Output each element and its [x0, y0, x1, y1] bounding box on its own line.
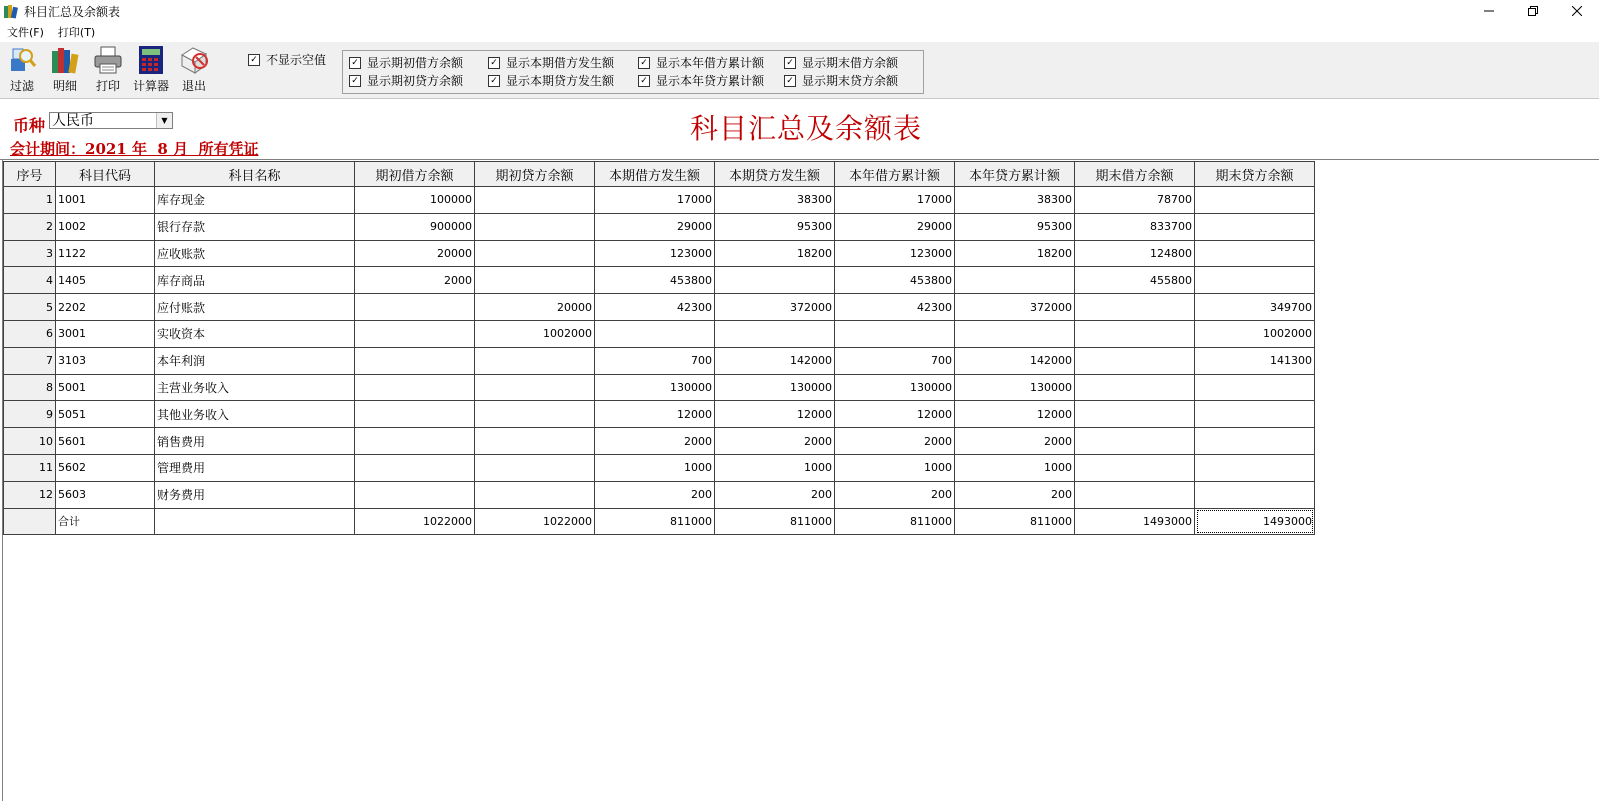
table-cell[interactable]: [475, 401, 595, 428]
table-cell[interactable]: 811000: [955, 508, 1075, 535]
table-cell[interactable]: 5001: [56, 374, 155, 401]
balance-table: [3, 161, 1315, 535]
table-cell[interactable]: 销售费用: [155, 428, 355, 455]
checkmark-icon: ✓: [784, 75, 796, 87]
table-cell[interactable]: 9: [4, 401, 56, 428]
table-cell[interactable]: 本年利润: [155, 347, 355, 374]
table-row[interactable]: [4, 401, 1315, 428]
column-header[interactable]: 本期借方发生额: [595, 162, 715, 187]
table-cell[interactable]: 2000: [715, 428, 835, 455]
opt-label: 显示期末贷方余额: [802, 74, 899, 88]
table-cell[interactable]: 12000: [955, 401, 1075, 428]
table-cell[interactable]: [155, 508, 355, 535]
opt-label: 显示本年借方累计额: [656, 56, 765, 70]
table-cell[interactable]: [1195, 481, 1315, 508]
table-cell[interactable]: 7: [4, 347, 56, 374]
table-cell[interactable]: 18200: [955, 240, 1075, 267]
table-cell[interactable]: [955, 267, 1075, 294]
table-row[interactable]: [4, 294, 1315, 321]
table-cell[interactable]: 10: [4, 428, 56, 455]
accounting-period: 会计期间：2021 年 8 月 所有凭证: [10, 140, 259, 158]
table-cell[interactable]: 17000: [835, 187, 955, 214]
opt-opening-credit[interactable]: [349, 72, 463, 89]
filter-button[interactable]: [0, 45, 44, 94]
minimize-icon: [1484, 6, 1494, 16]
opt-label: 显示期初贷方余额: [367, 74, 464, 88]
table-cell[interactable]: 5603: [56, 481, 155, 508]
table-cell[interactable]: [1075, 481, 1195, 508]
table-cell[interactable]: 11: [4, 454, 56, 481]
table-cell[interactable]: 453800: [835, 267, 955, 294]
table-cell[interactable]: [475, 213, 595, 240]
table-cell[interactable]: 1002000: [475, 320, 595, 347]
table-cell[interactable]: [835, 320, 955, 347]
dropdown-arrow-icon[interactable]: ▼: [156, 113, 172, 128]
column-header[interactable]: 期初借方余额: [355, 162, 475, 187]
table-cell[interactable]: 38300: [715, 187, 835, 214]
checkmark-icon: ✓: [784, 57, 796, 69]
table-cell[interactable]: 2: [4, 213, 56, 240]
table-cell[interactable]: 1122: [56, 240, 155, 267]
table-cell[interactable]: 1001: [56, 187, 155, 214]
calculator-label: 计算器: [132, 79, 169, 93]
table-cell[interactable]: [355, 294, 475, 321]
table-cell[interactable]: 349700: [1195, 294, 1315, 321]
title-bar: [0, 0, 1599, 22]
table-cell[interactable]: 1022000: [475, 508, 595, 535]
table-cell[interactable]: 5602: [56, 454, 155, 481]
column-header[interactable]: 科目名称: [155, 162, 355, 187]
table-cell[interactable]: 库存商品: [155, 267, 355, 294]
table-cell[interactable]: 库存现金: [155, 187, 355, 214]
exit-icon: [179, 45, 209, 75]
checkmark-icon: ✓: [349, 75, 361, 87]
restore-icon: [1528, 6, 1538, 16]
column-header[interactable]: 本年借方累计额: [835, 162, 955, 187]
table-cell[interactable]: [355, 347, 475, 374]
table-cell[interactable]: [595, 320, 715, 347]
table-cell[interactable]: 1022000: [355, 508, 475, 535]
table-cell[interactable]: [355, 428, 475, 455]
table-cell[interactable]: [355, 481, 475, 508]
table-cell[interactable]: 38300: [955, 187, 1075, 214]
close-icon: [1572, 6, 1582, 16]
table-cell[interactable]: 100000: [355, 187, 475, 214]
table-cell[interactable]: 12000: [595, 401, 715, 428]
checkmark-icon: ✓: [638, 75, 650, 87]
detail-label: 明细: [52, 79, 77, 93]
table-cell[interactable]: [355, 454, 475, 481]
table-cell[interactable]: 管理费用: [155, 454, 355, 481]
table-cell[interactable]: [1195, 187, 1315, 214]
column-header[interactable]: 期末贷方余额: [1195, 162, 1315, 187]
table-cell[interactable]: 17000: [595, 187, 715, 214]
table-row[interactable]: [4, 267, 1315, 294]
table-cell[interactable]: [355, 320, 475, 347]
table-cell[interactable]: 3: [4, 240, 56, 267]
column-header[interactable]: 期初贷方余额: [475, 162, 595, 187]
table-cell[interactable]: 124800: [1075, 240, 1195, 267]
table-cell[interactable]: 财务费用: [155, 481, 355, 508]
table-row[interactable]: [4, 320, 1315, 347]
table-cell[interactable]: 811000: [595, 508, 715, 535]
table-cell[interactable]: 2202: [56, 294, 155, 321]
table-cell[interactable]: [355, 374, 475, 401]
table-cell[interactable]: 200: [715, 481, 835, 508]
table-cell[interactable]: 1493000: [1075, 508, 1195, 535]
table-cell[interactable]: [475, 428, 595, 455]
table-cell[interactable]: [1075, 320, 1195, 347]
table-cell[interactable]: [1075, 454, 1195, 481]
opt-closing-credit[interactable]: [784, 72, 898, 89]
table-cell[interactable]: [1075, 294, 1195, 321]
table-row[interactable]: [4, 187, 1315, 214]
table-cell[interactable]: 811000: [715, 508, 835, 535]
report-title: 科目汇总及余额表: [690, 112, 923, 145]
table-cell[interactable]: 1493000: [1195, 508, 1315, 535]
table-cell[interactable]: 20000: [475, 294, 595, 321]
column-header[interactable]: 本期贷方发生额: [715, 162, 835, 187]
checkmark-icon: ✓: [638, 57, 650, 69]
table-cell[interactable]: 700: [595, 347, 715, 374]
table-cell[interactable]: [715, 267, 835, 294]
table-cell[interactable]: 1002000: [1195, 320, 1315, 347]
checkmark-icon: ✓: [488, 57, 500, 69]
table-cell[interactable]: 141300: [1195, 347, 1315, 374]
table-cell[interactable]: 应收账款: [155, 240, 355, 267]
menu-file[interactable]: 文件(F): [7, 26, 44, 39]
table-cell[interactable]: [1075, 428, 1195, 455]
table-cell[interactable]: [475, 454, 595, 481]
opt-period-debit[interactable]: [488, 54, 614, 71]
column-header[interactable]: 序号: [4, 162, 56, 187]
table-cell[interactable]: [475, 267, 595, 294]
books-icon: [50, 45, 80, 75]
table-cell[interactable]: 12000: [835, 401, 955, 428]
report-header: [0, 99, 1599, 159]
checkmark-icon: ✓: [349, 57, 361, 69]
table-cell[interactable]: 900000: [355, 213, 475, 240]
table-cell[interactable]: [475, 240, 595, 267]
table-cell[interactable]: [1075, 347, 1195, 374]
table-cell[interactable]: 4: [4, 267, 56, 294]
table-cell[interactable]: 95300: [715, 213, 835, 240]
table-cell[interactable]: 833700: [1075, 213, 1195, 240]
display-options-group: [342, 50, 924, 94]
table-cell[interactable]: 372000: [715, 294, 835, 321]
minimize-button[interactable]: [1467, 0, 1511, 22]
calculator-button[interactable]: [129, 45, 173, 94]
table-cell[interactable]: 1: [4, 187, 56, 214]
exit-button[interactable]: [172, 45, 216, 94]
table-cell[interactable]: 应付账款: [155, 294, 355, 321]
app-books-icon: [3, 3, 19, 19]
table-cell[interactable]: 42300: [835, 294, 955, 321]
column-header[interactable]: 本年贷方累计额: [955, 162, 1075, 187]
opt-year-credit[interactable]: [638, 72, 764, 89]
table-cell[interactable]: 其他业务收入: [155, 401, 355, 428]
table-cell[interactable]: 123000: [835, 240, 955, 267]
table-cell[interactable]: 5: [4, 294, 56, 321]
table-cell[interactable]: 12: [4, 481, 56, 508]
table-header-row: [4, 162, 1315, 187]
table-cell[interactable]: 1405: [56, 267, 155, 294]
table-row[interactable]: [4, 213, 1315, 240]
table-cell[interactable]: 130000: [835, 374, 955, 401]
exit-label: 退出: [181, 79, 206, 93]
table-cell[interactable]: 1000: [715, 454, 835, 481]
table-cell[interactable]: [475, 187, 595, 214]
opt-label: 显示本年贷方累计额: [656, 74, 765, 88]
print-label: 打印: [95, 79, 120, 93]
table-cell[interactable]: 5051: [56, 401, 155, 428]
printer-icon: [93, 45, 123, 75]
table-cell[interactable]: 29000: [835, 213, 955, 240]
table-cell[interactable]: 29000: [595, 213, 715, 240]
opt-year-debit[interactable]: [638, 54, 764, 71]
currency-select[interactable]: [49, 112, 173, 129]
table-cell[interactable]: [475, 374, 595, 401]
filter-label: 过滤: [9, 79, 34, 93]
opt-label: 显示本期借方发生额: [506, 56, 615, 70]
table-cell[interactable]: 5601: [56, 428, 155, 455]
close-button[interactable]: [1555, 0, 1599, 22]
toolbar: [0, 42, 1599, 99]
table-cell[interactable]: 200: [595, 481, 715, 508]
table-cell[interactable]: [1075, 401, 1195, 428]
table-cell[interactable]: 142000: [955, 347, 1075, 374]
table-cell[interactable]: 2000: [955, 428, 1075, 455]
table-cell[interactable]: 811000: [835, 508, 955, 535]
table-cell[interactable]: 12000: [715, 401, 835, 428]
table-row[interactable]: [4, 508, 1315, 535]
table-cell[interactable]: 合计: [56, 508, 155, 535]
table-cell[interactable]: [1195, 213, 1315, 240]
table-cell[interactable]: 130000: [715, 374, 835, 401]
column-header[interactable]: 期末借方余额: [1075, 162, 1195, 187]
hide-empty-checkbox[interactable]: [248, 51, 326, 68]
table-cell[interactable]: 2000: [595, 428, 715, 455]
data-grid-area: [0, 159, 1599, 801]
filter-icon: [7, 45, 37, 75]
table-cell[interactable]: [1195, 428, 1315, 455]
table-cell[interactable]: 142000: [715, 347, 835, 374]
table-cell[interactable]: 主营业务收入: [155, 374, 355, 401]
table-cell[interactable]: [475, 481, 595, 508]
table-cell[interactable]: 700: [835, 347, 955, 374]
currency-value: 人民币: [52, 113, 94, 129]
table-cell[interactable]: 3103: [56, 347, 155, 374]
table-cell[interactable]: [715, 320, 835, 347]
table-cell[interactable]: [1195, 401, 1315, 428]
table-cell[interactable]: [1075, 374, 1195, 401]
table-cell[interactable]: 3001: [56, 320, 155, 347]
table-cell[interactable]: 455800: [1075, 267, 1195, 294]
table-cell[interactable]: 18200: [715, 240, 835, 267]
window-title: 科目汇总及余额表: [24, 4, 121, 19]
table-cell[interactable]: 123000: [595, 240, 715, 267]
table-cell[interactable]: 78700: [1075, 187, 1195, 214]
table-cell[interactable]: 130000: [955, 374, 1075, 401]
table-row[interactable]: [4, 481, 1315, 508]
hide-empty-label: 不显示空值: [266, 53, 327, 67]
table-cell[interactable]: 8: [4, 374, 56, 401]
opt-opening-debit[interactable]: [349, 54, 463, 71]
table-cell[interactable]: 95300: [955, 213, 1075, 240]
opt-closing-debit[interactable]: [784, 54, 898, 71]
table-cell[interactable]: 1000: [835, 454, 955, 481]
table-cell[interactable]: 130000: [595, 374, 715, 401]
table-cell[interactable]: [4, 508, 56, 535]
table-cell[interactable]: 200: [835, 481, 955, 508]
table-cell[interactable]: 银行存款: [155, 213, 355, 240]
table-cell[interactable]: 实收资本: [155, 320, 355, 347]
currency-label: 币种: [13, 116, 46, 135]
detail-button[interactable]: [43, 45, 87, 94]
checkmark-icon: ✓: [248, 54, 260, 66]
table-cell[interactable]: [1195, 240, 1315, 267]
opt-label: 显示本期贷方发生额: [506, 74, 615, 88]
calculator-icon: [136, 45, 166, 75]
table-cell[interactable]: 453800: [595, 267, 715, 294]
table-row[interactable]: [4, 347, 1315, 374]
table-cell[interactable]: 2000: [355, 267, 475, 294]
table-cell[interactable]: [1195, 267, 1315, 294]
opt-label: 显示期末借方余额: [802, 56, 899, 70]
table-cell[interactable]: 200: [955, 481, 1075, 508]
menu-print[interactable]: 打印(T): [57, 26, 96, 39]
table-cell[interactable]: [955, 320, 1075, 347]
opt-period-credit[interactable]: [488, 72, 614, 89]
table-row[interactable]: [4, 374, 1315, 401]
opt-label: 显示期初借方余额: [367, 56, 464, 70]
table-cell[interactable]: 1000: [955, 454, 1075, 481]
table-cell[interactable]: 1000: [595, 454, 715, 481]
table-cell[interactable]: [475, 347, 595, 374]
column-header[interactable]: 科目代码: [56, 162, 155, 187]
table-cell[interactable]: 42300: [595, 294, 715, 321]
checkmark-icon: ✓: [488, 75, 500, 87]
table-cell[interactable]: [1195, 374, 1315, 401]
table-cell[interactable]: [355, 401, 475, 428]
table-cell[interactable]: [1195, 454, 1315, 481]
restore-button[interactable]: [1511, 0, 1555, 22]
table-cell[interactable]: 6: [4, 320, 56, 347]
table-row[interactable]: [4, 428, 1315, 455]
table-cell[interactable]: 20000: [355, 240, 475, 267]
table-cell[interactable]: 372000: [955, 294, 1075, 321]
menu-bar: [0, 23, 1599, 41]
print-button[interactable]: [86, 45, 130, 94]
table-cell[interactable]: 2000: [835, 428, 955, 455]
table-row[interactable]: [4, 454, 1315, 481]
table-row[interactable]: [4, 240, 1315, 267]
table-cell[interactable]: 1002: [56, 213, 155, 240]
